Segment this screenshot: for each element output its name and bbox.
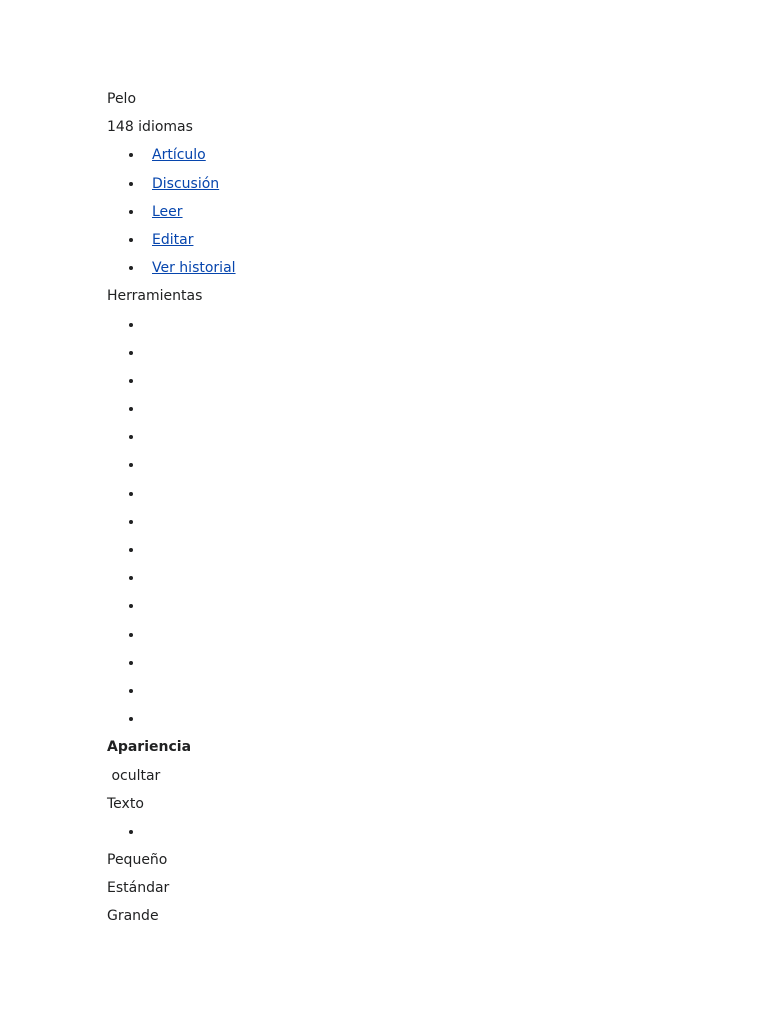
tools-menu-label[interactable]: Herramientas — [107, 288, 203, 305]
views-item — [107, 202, 707, 230]
page-title: Pelo — [107, 91, 137, 107]
views-item — [107, 258, 707, 286]
tools-item — [107, 568, 707, 596]
tools-item — [107, 709, 707, 737]
views-item — [107, 145, 707, 173]
tools-item — [107, 512, 707, 540]
language-selector[interactable]: 148 idiomas — [107, 119, 193, 136]
views-item — [107, 230, 707, 258]
tools-item — [107, 484, 707, 512]
tools-item — [107, 455, 707, 483]
text-size-item — [107, 822, 707, 850]
text-size-small-option[interactable]: Pequeño — [107, 852, 168, 869]
tools-list — [107, 315, 707, 738]
tools-item — [107, 399, 707, 427]
tools-item — [107, 371, 707, 399]
text-size-standard-option[interactable]: Estándar — [107, 880, 170, 897]
tab-read[interactable]: Leer — [152, 203, 183, 220]
views-item — [107, 174, 707, 202]
tools-item — [107, 625, 707, 653]
tools-item — [107, 315, 707, 343]
tab-history[interactable]: Ver historial — [152, 260, 236, 277]
tools-item — [107, 343, 707, 371]
text-size-large-option[interactable]: Grande — [107, 908, 159, 925]
tools-item — [107, 540, 707, 568]
appearance-heading: Apariencia — [107, 739, 192, 756]
appearance-hide-button[interactable]: ocultar — [107, 767, 161, 784]
page-content — [107, 89, 707, 935]
tab-edit[interactable]: Editar — [152, 231, 194, 248]
views-list — [107, 145, 707, 286]
tools-item — [107, 681, 707, 709]
tools-item — [107, 596, 707, 624]
text-size-label: Texto — [107, 795, 144, 812]
tools-item — [107, 427, 707, 455]
tab-discussion[interactable]: Discusión — [152, 175, 220, 192]
tools-item — [107, 653, 707, 681]
text-size-list — [107, 822, 707, 850]
tab-article[interactable]: Artículo — [152, 147, 206, 164]
